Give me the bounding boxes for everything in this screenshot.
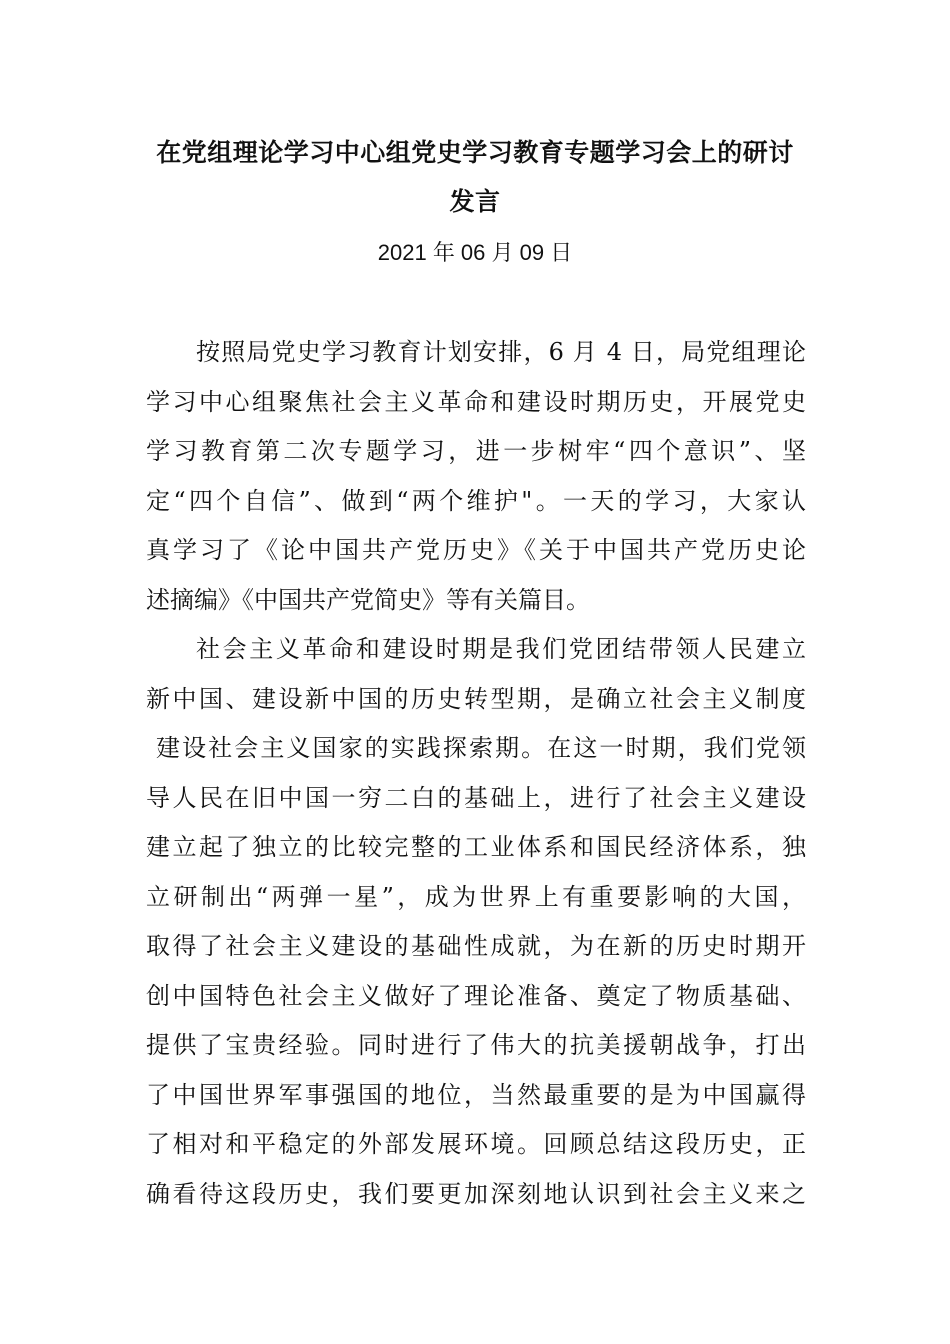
document-title-line-2: 发言 — [449, 187, 501, 216]
paragraph-2-line: 建设社会主义国家的实践探索期。在这一时期，我们党领 — [156, 734, 806, 762]
paragraph-2-line: 立研制出“两弹一星”，成为世界上有重要影响的大国， — [146, 883, 806, 911]
paragraph-1-line: 真学习了《论中国共产党历史》《关于中国共产党历史论 — [146, 536, 806, 564]
paragraph-2-line: 提供了宝贵经验。同时进行了伟大的抗美援朝战争，打出 — [146, 1031, 806, 1059]
paragraph-2-line: 创中国特色社会主义做好了理论准备、奠定了物质基础、 — [146, 982, 806, 1010]
paragraph-2-line: 新中国、建设新中国的历史转型期，是确立社会主义制度 — [146, 685, 806, 713]
document-title-line-1: 在党组理论学习中心组党史学习教育专题学习会上的研讨 — [156, 138, 794, 167]
paragraph-2-line: 了中国世界军事强国的地位，当然最重要的是为中国赢得 — [146, 1081, 806, 1109]
paragraph-1-line: 述摘编》《中国共产党简史》等有关篇目。 — [146, 586, 590, 614]
paragraph-2-line: 取得了社会主义建设的基础性成就，为在新的历史时期开 — [146, 932, 806, 960]
paragraph-2-line: 了相对和平稳定的外部发展环境。回顾总结这段历史，正 — [146, 1130, 806, 1158]
document-date: 2021 年 06 月 09 日 — [377, 240, 573, 265]
paragraph-1-line: 学习中心组聚焦社会主义革命和建设时期历史，开展党史 — [146, 388, 806, 416]
paragraph-1-line: 定“四个自信”、做到“两个维护"。一天的学习，大家认 — [146, 487, 806, 515]
paragraph-2-line: 导人民在旧中国一穷二白的基础上，进行了社会主义建设 — [146, 784, 806, 812]
paragraph-1-line: 学习教育第二次专题学习，进一步树牢“四个意识”、坚 — [146, 437, 806, 465]
paragraph-2-line: 社会主义革命和建设时期是我们党团结带领人民建立 — [196, 635, 806, 663]
paragraph-1-line: 按照局党史学习教育计划安排，6 月 4 日，局党组理论 — [196, 338, 806, 366]
paragraph-2-line: 确看待这段历史，我们要更加深刻地认识到社会主义来之 — [146, 1180, 806, 1208]
paragraph-2-line: 建立起了独立的比较完整的工业体系和国民经济体系，独 — [146, 833, 806, 861]
